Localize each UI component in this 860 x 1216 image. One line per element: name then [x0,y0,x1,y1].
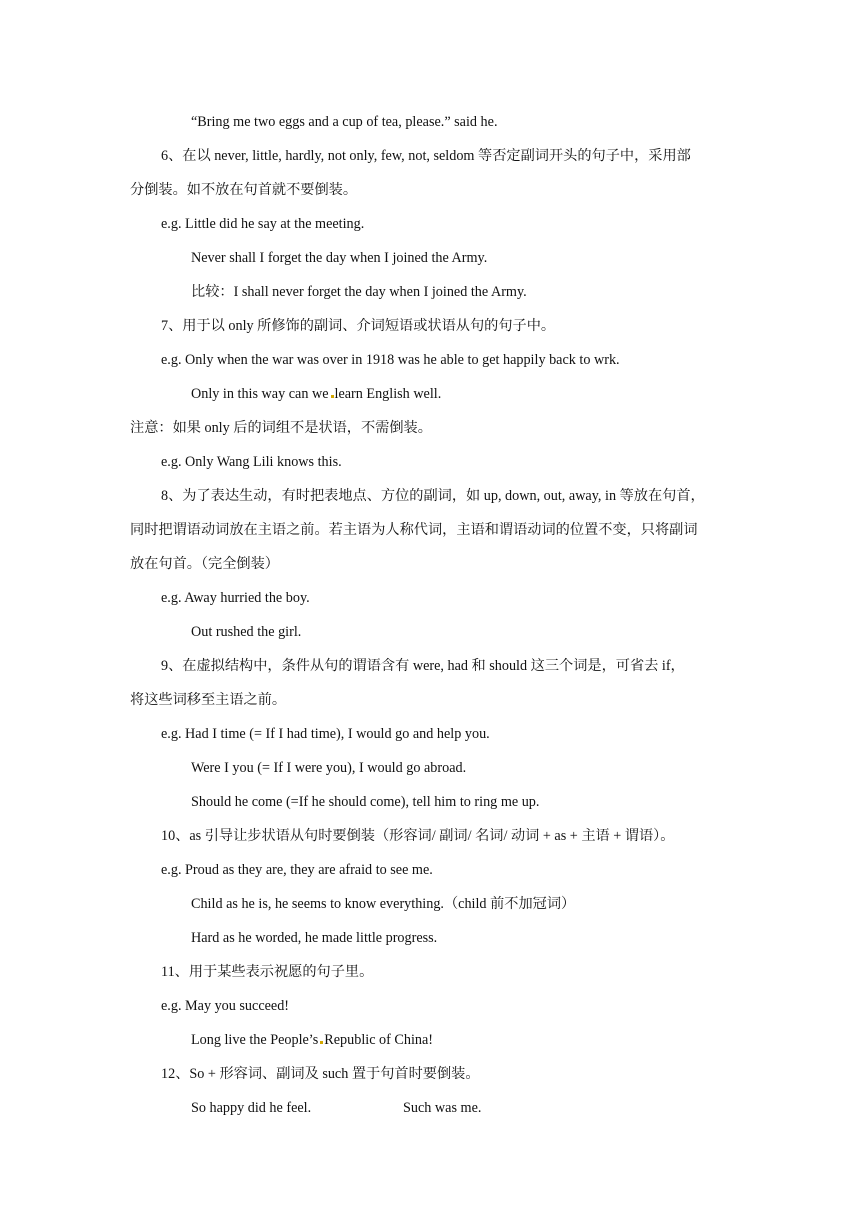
example-line [191,1031,433,1049]
example-line: Out rushed the girl. [191,624,302,640]
example-line: e.g. Had I time (= If I had time), I would go and help you. [161,726,490,742]
example-part: Only in this way can we [191,386,329,402]
rule-11-line: 11、用于某些表示祝愿的句子里。 [161,964,374,980]
comparison-line: 比较：I shall never forget the day when I joined the Army. [191,284,527,300]
example-line: Never shall I forget the day when I joined the Army. [191,250,488,266]
rule-9-line-2: 将这些词移至主语之前。 [130,692,287,708]
example-line: Child as he is, he seems to know everything.（child 前不加冠词） [191,896,576,912]
example-line: Should he come (=If he should come), tell him to ring me up. [191,794,540,810]
rule-10-line: 10、as 引导让步状语从句时要倒装（形容词/ 副词/ 名词/ 动词 + as + 主语 + 谓语）。 [161,828,675,844]
rule-12-line: 12、So + 形容词、副词及 such 置于句首时要倒装。 [161,1066,480,1082]
note-line: 注意：如果 only 后的词组不是状语，不需倒装。 [130,420,432,436]
rule-7-line: 7、用于以 only 所修饰的副词、介词短语或状语从句的句子中。 [161,318,556,334]
rule-8-line-1: 8、为了表达生动，有时把表地点、方位的副词，如 up, down, out, away, in 等放在句首， [161,488,705,504]
example-part: Republic of China! [324,1032,434,1048]
example-line: e.g. Away hurried the boy. [161,590,310,606]
example-line: Such was me. [403,1100,482,1116]
rule-6-line-2: 分倒装。如不放在句首就不要倒装。 [130,182,358,198]
example-line: e.g. Only Wang Lili knows this. [161,454,342,470]
example-line: e.g. Proud as they are, they are afraid to see me. [161,862,433,878]
example-line: e.g. May you succeed! [161,998,290,1014]
editor-mark [320,1041,323,1044]
example-line: “Bring me two eggs and a cup of tea, please.” said he. [191,114,498,130]
example-line: Hard as he worded, he made little progress. [191,930,438,946]
example-line: e.g. Little did he say at the meeting. [161,216,365,232]
example-line [191,385,441,403]
rule-9-line-1: 9、在虚拟结构中，条件从句的谓语含有 were, had 和 should 这三个词是，可省去 if， [161,658,685,674]
rule-8-line-2: 同时把谓语动词放在主语之前。若主语为人称代词，主语和谓语动词的位置不变，只将副词 [130,522,698,538]
editor-mark [331,395,334,398]
rule-6-line-1: 6、在以 never, little, hardly, not only, few, not, seldom 等否定副词开头的句子中，采用部 [161,148,691,164]
rule-8-line-3: 放在句首。（完全倒装） [130,556,279,572]
example-line: e.g. Only when the war was over in 1918 was he able to get happily back to wrk. [161,352,620,368]
example-part: Long live the People’s [191,1032,319,1048]
example-line: Were I you (= If I were you), I would go abroad. [191,760,467,776]
example-part: learn English well. [334,386,442,402]
example-line: So happy did he feel. [191,1100,312,1116]
